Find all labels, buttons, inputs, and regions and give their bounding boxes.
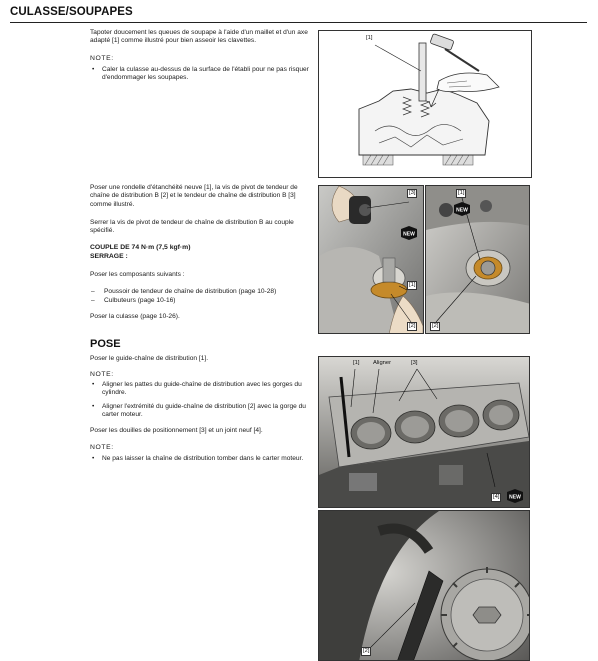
callout-aligner: Aligner bbox=[373, 360, 392, 366]
figure-tensioner-right bbox=[425, 185, 530, 334]
section1-paragraph: Tapoter doucement les queues de soupape à l'aide d'un maillet et d'un axe adapté [1] comme illustré pour bien asseoir les clavettes. bbox=[90, 29, 308, 45]
new-part-icon bbox=[452, 202, 472, 216]
valve-tap-illustration bbox=[319, 31, 532, 178]
callout-1: [1] bbox=[366, 35, 373, 41]
tensioner-photo-left bbox=[319, 186, 424, 334]
callout-1: [1] bbox=[458, 190, 465, 196]
section2-paragraph-1: Poser une rondelle d'étanchéité neuve [1], la vis de pivot de tendeur de chaîne de distribution B [2] et le tendeur de chaîne de distribution B [3] comme illustré. bbox=[90, 184, 298, 208]
list-item: – Poussoir de tendeur de chaîne de distribution (page 10-28) bbox=[90, 288, 312, 296]
torque-label-text: COUPLE DE bbox=[90, 244, 130, 251]
callout-2: [2] bbox=[409, 323, 416, 329]
callout-2: [2] bbox=[432, 323, 439, 329]
callout-1: [1] bbox=[409, 282, 416, 288]
note-item: • Aligner les pattes du guide-chaîne de distribution avec les gorges du cylindre. bbox=[90, 381, 312, 398]
pose-paragraph-1: Poser le guide-chaîne de distribution [1]. bbox=[90, 355, 209, 362]
page-title: CULASSE/SOUPAPES bbox=[10, 6, 133, 18]
callout-3: [3] bbox=[411, 360, 418, 366]
torque-value: 74 N·m (7,5 kgf·m) bbox=[131, 244, 191, 251]
list-item: – Culbuteurs (page 10-16) bbox=[90, 297, 312, 305]
cylinder-block-photo bbox=[319, 357, 530, 508]
note-item: • Ne pas laisser la chaîne de distribution tomber dans le carter moteur. bbox=[90, 455, 312, 463]
callout-3: [3] bbox=[409, 190, 416, 196]
header-rule bbox=[10, 22, 587, 23]
note-label: NOTE: bbox=[90, 55, 114, 62]
section2-paragraph-3: Poser les composants suivants : bbox=[90, 271, 185, 278]
new-part-icon bbox=[399, 226, 419, 240]
pose-paragraph-2: Poser les douilles de positionnement [3] et un joint neuf [4]. bbox=[90, 427, 263, 434]
note-item: • Caler la culasse au-dessus de la surface de l'établi pour ne pas risquer d'endommager les soupapes. bbox=[90, 66, 312, 83]
callout-1: [1] bbox=[353, 360, 360, 366]
section-title-pose: POSE bbox=[90, 338, 121, 350]
torque-label bbox=[90, 244, 190, 252]
callout-2: [2] bbox=[363, 648, 370, 654]
figure-cylinder-block bbox=[318, 356, 530, 508]
note-label: NOTE: bbox=[90, 444, 114, 451]
torque-label-2: SERRAGE : bbox=[90, 253, 128, 260]
tensioner-photo-right bbox=[426, 186, 530, 334]
new-badge-text: NEW bbox=[403, 231, 415, 238]
new-part-icon bbox=[505, 489, 525, 503]
section2-paragraph-4: Poser la culasse (page 10-26). bbox=[90, 313, 180, 320]
new-badge-text: NEW bbox=[456, 207, 468, 214]
figure-valve-tap bbox=[318, 30, 532, 178]
note-item: • Aligner l'extrémité du guide-chaîne de distribution [2] avec la gorge du carter moteur. bbox=[90, 403, 312, 420]
figure-chain-guide bbox=[318, 510, 530, 661]
chain-guide-photo bbox=[319, 511, 530, 661]
callout-4: [4] bbox=[493, 494, 500, 500]
figure-tensioner-left bbox=[318, 185, 424, 334]
section2-paragraph-2: Serrer la vis de pivot de tendeur de chaîne de distribution B au couple spécifié. bbox=[90, 219, 294, 235]
note-label: NOTE: bbox=[90, 371, 114, 378]
new-badge-text: NEW bbox=[509, 494, 521, 501]
